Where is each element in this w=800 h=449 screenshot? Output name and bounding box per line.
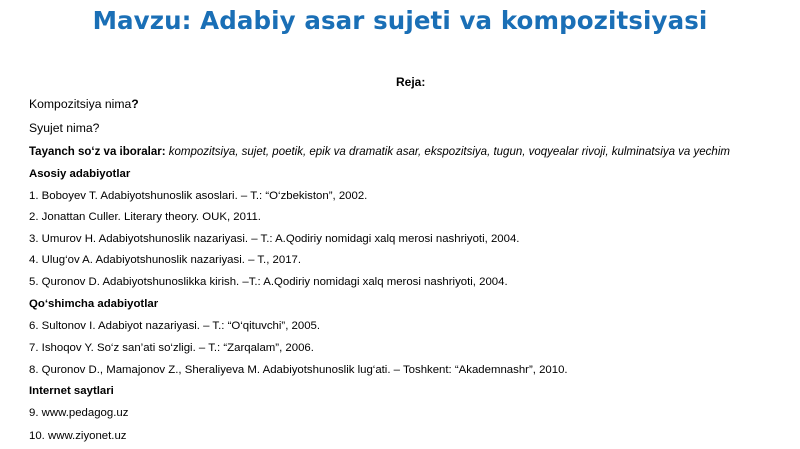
plan-heading: Reja: <box>396 75 426 89</box>
literature-item: 7. Ishoqov Y. So‘z san’ati so‘zligi. – T.: “Zarqalam”, 2006. <box>29 342 314 354</box>
slide-title: Mavzu: Adabiy asar sujeti va kompozitsiyasi <box>92 6 708 35</box>
question-mark: ? <box>131 97 139 111</box>
keywords-terms: kompozitsiya, sujet, poetik, epik va dramatik asar, ekspozitsiya, tugun, voqyealar rivoji, kulminatsiya va yechim <box>168 146 730 158</box>
question-composition <box>29 96 139 112</box>
question-text: Kompozitsiya nima <box>29 97 132 111</box>
keywords-line <box>29 144 730 160</box>
literature-item: 6. Sultonov I. Adabiyot nazariyasi. – T.: “O‘qituvchi”, 2005. <box>29 320 321 332</box>
literature-item: 3. Umurov H. Adabiyotshunoslik nazariyasi. – T.: A.Qodiriy nomidagi xalq merosi nashriyoti, 2004. <box>29 233 520 245</box>
literature-item: 8. Quronov D., Mamajonov Z., Sheraliyeva M. Adabiyotshunoslik lug‘ati. – Toshkent: “Akademnashr”, 2010. <box>29 364 568 376</box>
additional-literature-heading: Qo‘shimcha adabiyotlar <box>29 298 159 310</box>
main-literature-heading: Asosiy adabiyotlar <box>29 168 131 180</box>
literature-item: 5. Quronov D. Adabiyotshunoslikka kirish. –T.: A.Qodiriy nomidagi xalq merosi nashriyoti, 2004. <box>29 276 508 288</box>
literature-item: 2. Jonattan Culler. Literary theory. OUK, 2011. <box>29 211 261 223</box>
website-link[interactable]: 10. www.ziyonet.uz <box>29 430 127 442</box>
keywords-label: Tayanch so‘z va iboralar: <box>29 146 166 158</box>
question-plot: Syujet nima? <box>29 121 100 135</box>
literature-item: 4. Ulug‘ov A. Adabiyotshunoslik nazariyasi. – T., 2017. <box>29 254 302 266</box>
internet-sites-heading: Internet saytlari <box>29 385 114 397</box>
website-link[interactable]: 9. www.pedagog.uz <box>29 407 129 419</box>
literature-item: 1. Boboyev T. Adabiyotshunoslik asoslari. – T.: “O‘zbekiston”, 2002. <box>29 190 368 202</box>
